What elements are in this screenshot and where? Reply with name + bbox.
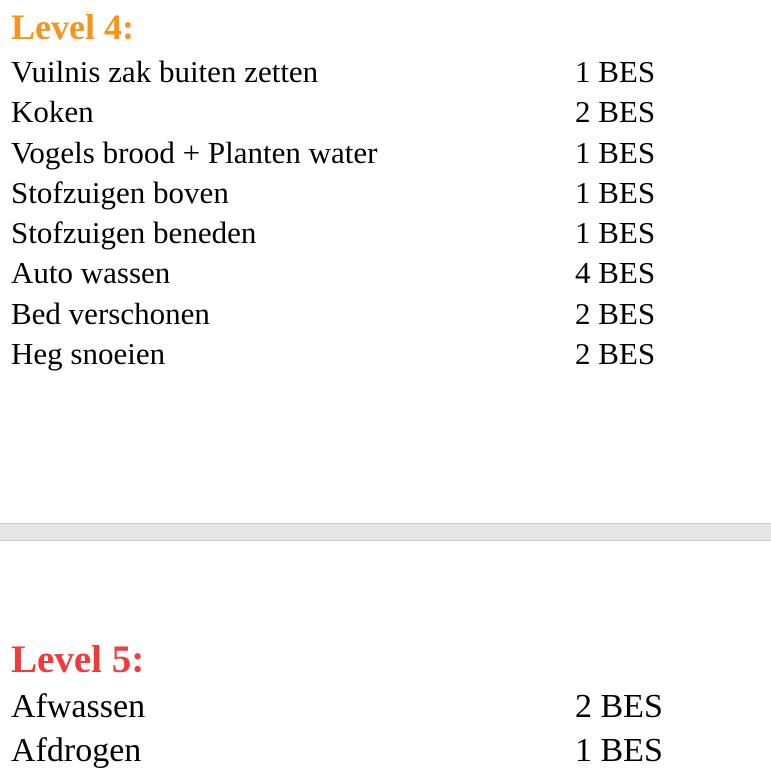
task-row — [11, 729, 751, 773]
task-amount: 2 BES — [575, 688, 663, 725]
task-amount: 1 BES — [575, 215, 656, 251]
task-amount: 2 BES — [575, 94, 656, 130]
task-name: Vogels brood + Planten water — [11, 134, 378, 170]
section-divider — [0, 523, 771, 541]
level-4-task-list — [11, 52, 711, 374]
task-name: Stofzuigen beneden — [11, 215, 257, 251]
task-row — [11, 173, 711, 213]
task-row — [11, 685, 751, 729]
task-name: Afwassen — [11, 688, 146, 725]
task-amount: 2 BES — [575, 336, 656, 372]
task-row — [11, 334, 711, 374]
task-name: Stofzuigen boven — [11, 174, 229, 210]
level-5-task-list — [11, 685, 751, 773]
task-row — [11, 52, 711, 92]
task-row — [11, 133, 711, 173]
task-name: Bed verschonen — [11, 295, 210, 331]
task-name: Heg snoeien — [11, 336, 166, 372]
task-row — [11, 213, 711, 253]
task-amount: 1 BES — [575, 174, 656, 210]
level-5-title: Level 5: — [11, 638, 145, 681]
task-row — [11, 294, 711, 334]
task-name: Auto wassen — [11, 255, 171, 291]
level-4-title: Level 4: — [11, 7, 134, 47]
task-amount: 4 BES — [575, 255, 656, 291]
task-amount: 1 BES — [575, 732, 663, 769]
task-row — [11, 92, 711, 132]
task-name: Vuilnis zak buiten zetten — [11, 54, 319, 89]
task-name: Koken — [11, 94, 94, 130]
task-amount: 2 BES — [575, 295, 656, 331]
task-name: Afdrogen — [11, 732, 142, 769]
task-amount: 1 BES — [575, 134, 656, 170]
task-row — [11, 253, 711, 293]
task-amount: 1 BES — [575, 54, 656, 89]
